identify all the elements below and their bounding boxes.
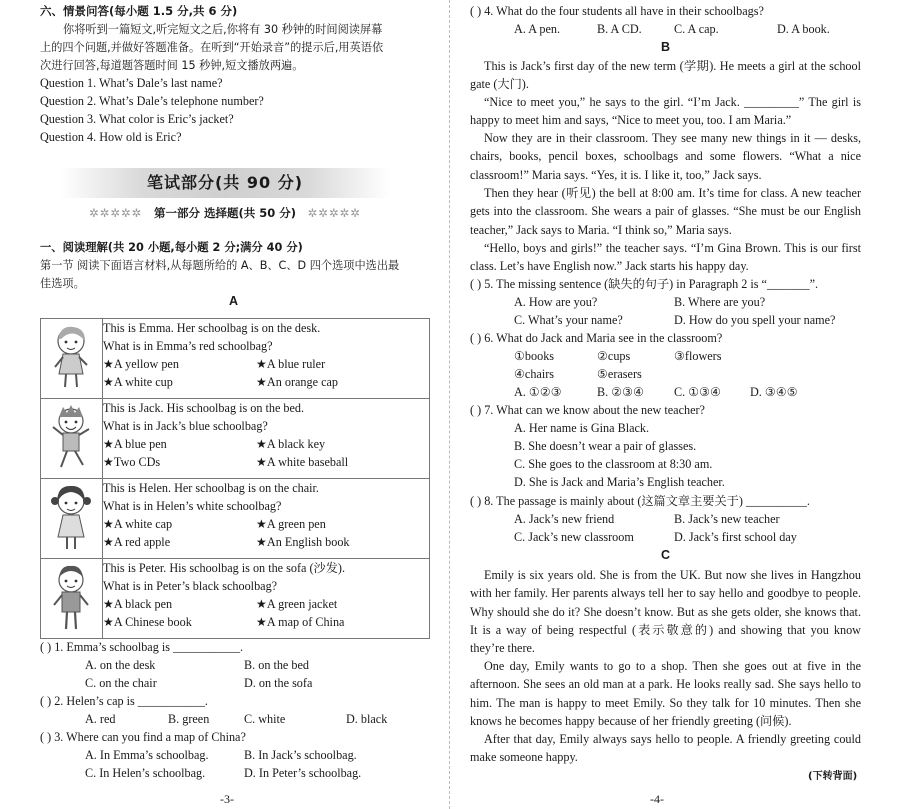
- option: D. ③④⑤: [750, 385, 798, 399]
- row-item: ★Two CDs: [103, 455, 161, 469]
- option-item: ③flowers: [674, 349, 722, 363]
- girl-helen-icon: [41, 479, 102, 554]
- emma-picture: [41, 319, 103, 399]
- row-line2: What is in Peter’s black schoolbag?: [103, 579, 278, 593]
- question-item-6: ( ) 6. What do Jack and Maria see in the classroom?: [470, 331, 723, 345]
- passage-c-paragraph-3: After that day, Emily always says hello to people. A friendly greeting could make someone happy.: [470, 732, 861, 765]
- option-item: ①books: [514, 349, 555, 363]
- passage-c-paragraph-1: Emily is six years old. She is from the UK. But now she lives in Hangzhou with her family. Her parents always tell her to say hello and goodbye to people. Why should she do it? She doesn’t know. But as she gets older, she knows that. It is a way of being respectful (表示敬意的) and showing that you know they’re there.: [470, 568, 861, 656]
- question-2: Question 2. What’s Dale’s telephone number?: [40, 94, 264, 108]
- question-4: Question 4. How old is Eric?: [40, 130, 182, 144]
- helen-text-cell: [103, 479, 430, 559]
- row-line1: This is Jack. His schoolbag is on the bed.: [103, 401, 305, 415]
- table-row: [41, 399, 430, 479]
- turn-over-note: (下转背面): [808, 771, 858, 782]
- option: A. Jack’s new friend: [514, 512, 615, 526]
- question-item-1: ( ) 1. Emma’s schoolbag is ___________.: [40, 640, 244, 654]
- section6-title: 六、情景问答(每小题 1.5 分,共 6 分): [40, 4, 238, 18]
- option: D. In Peter’s schoolbag.: [244, 766, 362, 780]
- question-item-7: ( ) 7. What can we know about the new teacher?: [470, 403, 705, 417]
- boy-peter-icon: [41, 559, 102, 634]
- question-item-2: ( ) 2. Helen’s cap is ___________.: [40, 694, 208, 708]
- option: B. In Jack’s schoolbag.: [244, 748, 357, 762]
- passage-b-label: B: [661, 40, 671, 54]
- question-item-4: ( ) 4. What do the four students all have in their schoolbags?: [470, 4, 764, 18]
- table-row: [41, 479, 430, 559]
- option: B. green: [168, 712, 210, 726]
- written-part-banner: [60, 168, 390, 198]
- passage-b-paragraph-4: Then they hear (听见) the bell at 8:00 am. It’s time for class. A new teacher gets into the classroom. She wears a pair of glasses. “She must be our English teacher,” Jack says to Maria. “I think so,” Maria says.: [470, 186, 861, 237]
- row-item: ★A blue pen: [103, 437, 167, 451]
- option: C. A cap.: [674, 22, 719, 36]
- option: C. on the chair: [85, 676, 157, 690]
- option: C. In Helen’s schoolbag.: [85, 766, 206, 780]
- option-item: ④chairs: [514, 367, 555, 381]
- stars-right-icon: ✲✲✲✲✲: [307, 206, 361, 220]
- option: D. How do you spell your name?: [674, 313, 836, 327]
- option: B. ②③④: [597, 385, 645, 399]
- jack-picture: [41, 399, 103, 479]
- option: A. red: [85, 712, 116, 726]
- section6-instruction-line3: 次进行回答,每道题答题时间 15 秒钟,短文播放两遍。: [40, 59, 304, 72]
- row-line2: What is in Emma’s red schoolbag?: [103, 339, 273, 353]
- row-item: ★A yellow pen: [103, 357, 179, 371]
- row-item: ★A green pen: [256, 517, 326, 531]
- option-item: ⑤erasers: [597, 367, 642, 381]
- page-number: -3-: [220, 792, 234, 806]
- option: A. on the desk: [85, 658, 156, 672]
- row-item: ★A green jacket: [256, 597, 338, 611]
- option: B. Where are you?: [674, 295, 766, 309]
- students-table: [40, 318, 430, 639]
- passage-a-label: A: [229, 294, 239, 308]
- question-1: Question 1. What’s Dale’s last name?: [40, 76, 223, 90]
- option: B. Jack’s new teacher: [674, 512, 780, 526]
- option: B. She doesn’t wear a pair of glasses.: [514, 439, 697, 453]
- row-item: ★A black pen: [103, 597, 173, 611]
- option: A. Her name is Gina Black.: [514, 421, 650, 435]
- peter-picture: [41, 559, 103, 639]
- section1-instruction-line2: 佳选项。: [40, 277, 85, 290]
- row-line1: This is Emma. Her schoolbag is on the desk.: [103, 321, 321, 335]
- row-item: ★A white baseball: [256, 455, 349, 469]
- passage-b-paragraph-3: Now they are in their classroom. They see many new things in it — desks, chairs, books, pencil boxes, schoolbags and some flowers. “What a nice classroom!” Maria says. “Yes, it is. I like it, too,” Jack says.: [470, 131, 861, 182]
- option: A. How are you?: [514, 295, 598, 309]
- banner-title: 笔试部分(共 90 分): [146, 173, 304, 192]
- table-row: [41, 559, 430, 639]
- row-item: ★A blue ruler: [256, 357, 326, 371]
- row-line2: What is in Jack’s blue schoolbag?: [103, 419, 268, 433]
- option: D. A book.: [777, 22, 830, 36]
- stars-left-icon: ✲✲✲✲✲: [89, 206, 143, 220]
- row-item: ★A red apple: [103, 535, 171, 549]
- option-item: ②cups: [597, 349, 631, 363]
- section6-instruction-line2: 上的四个问题,并做好答题准备。在听到“开始录音”的提示后,用英语依: [40, 41, 384, 54]
- right-page: [450, 0, 900, 809]
- row-item: ★A black key: [256, 437, 326, 451]
- question-item-5: ( ) 5. The missing sentence (缺失的句子) in Paragraph 2 is “_______”.: [470, 277, 819, 291]
- passage-c-label: C: [661, 548, 671, 562]
- girl-emma-icon: [41, 319, 102, 394]
- option: D. on the sofa: [244, 676, 313, 690]
- option: A. ①②③: [514, 385, 562, 399]
- passage-b-paragraph-1: This is Jack’s first day of the new term (学期). He meets a girl at the school gate (大门).: [470, 59, 861, 92]
- passage-b-paragraph-5: “Hello, boys and girls!” the teacher says. “I’m Gina Brown. This is our first class. Let’s have English now.” Jack starts his happy day.: [470, 241, 861, 274]
- row-item: ★An English book: [256, 535, 350, 549]
- question-3: Question 3. What color is Eric’s jacket?: [40, 112, 234, 126]
- row-item: ★An orange cap: [256, 375, 338, 389]
- row-item: ★A white cup: [103, 375, 173, 389]
- part1-heading: [60, 205, 390, 222]
- part1-title: 第一部分 选择题(共 50 分): [153, 206, 297, 220]
- reading-title: 一、阅读理解(共 20 小题,每小题 2 分;满分 40 分): [40, 241, 303, 254]
- row-line1: This is Peter. His schoolbag is on the sofa (沙发).: [103, 561, 346, 575]
- row-item: ★A Chinese book: [103, 615, 192, 629]
- option: B. on the bed: [244, 658, 309, 672]
- row-item: ★A map of China: [256, 615, 345, 629]
- passage-b-paragraph-2: “Nice to meet you,” he says to the girl. “I’m Jack. _________” The girl is happy to meet him and says, “Nice to meet you, too. I am Maria.”: [470, 95, 861, 128]
- row-line1: This is Helen. Her schoolbag is on the chair.: [103, 481, 319, 495]
- boy-jack-icon: [41, 399, 102, 474]
- passage-c-paragraph-2: One day, Emily wants to go to a shop. Then she goes out at five in the afternoon. She sees an old man at a park. He looks really sad. She says hello to him. The man is happy to meet Emily. So they talk for 10 minutes. Then she knows he becomes happy because of her friendly greeting (问候).: [470, 659, 861, 728]
- option: C. ①③④: [674, 385, 722, 399]
- option: D. Jack’s first school day: [674, 530, 797, 544]
- helen-picture: [41, 479, 103, 559]
- table-row: [41, 319, 430, 399]
- option: C. Jack’s new classroom: [514, 530, 634, 544]
- row-item: ★A white cap: [103, 517, 173, 531]
- option: C. white: [244, 712, 286, 726]
- question-item-3: ( ) 3. Where can you find a map of China?: [40, 730, 246, 744]
- section1-instruction-line1: 第一节 阅读下面语言材料,从每题所给的 A、B、C、D 四个选项中选出最: [40, 259, 400, 272]
- option: C. She goes to the classroom at 8:30 am.: [514, 457, 713, 471]
- jack-text-cell: [103, 399, 430, 479]
- emma-text-cell: [103, 319, 430, 399]
- peter-text-cell: [103, 559, 430, 639]
- option: A. In Emma’s schoolbag.: [85, 748, 209, 762]
- row-line2: What is in Helen’s white schoolbag?: [103, 499, 282, 513]
- option: B. A CD.: [597, 22, 642, 36]
- option: C. What’s your name?: [514, 313, 623, 327]
- section6-instruction-line1: 你将听到一篇短文,听完短文之后,你将有 30 秒钟的时间阅读屏幕: [63, 23, 383, 36]
- page-number: -4-: [650, 792, 664, 806]
- question-item-8: ( ) 8. The passage is mainly about (这篇文章主要关于) __________.: [470, 494, 810, 508]
- option: D. She is Jack and Maria’s English teacher.: [514, 475, 725, 489]
- option: A. A pen.: [514, 22, 561, 36]
- option: D. black: [346, 712, 388, 726]
